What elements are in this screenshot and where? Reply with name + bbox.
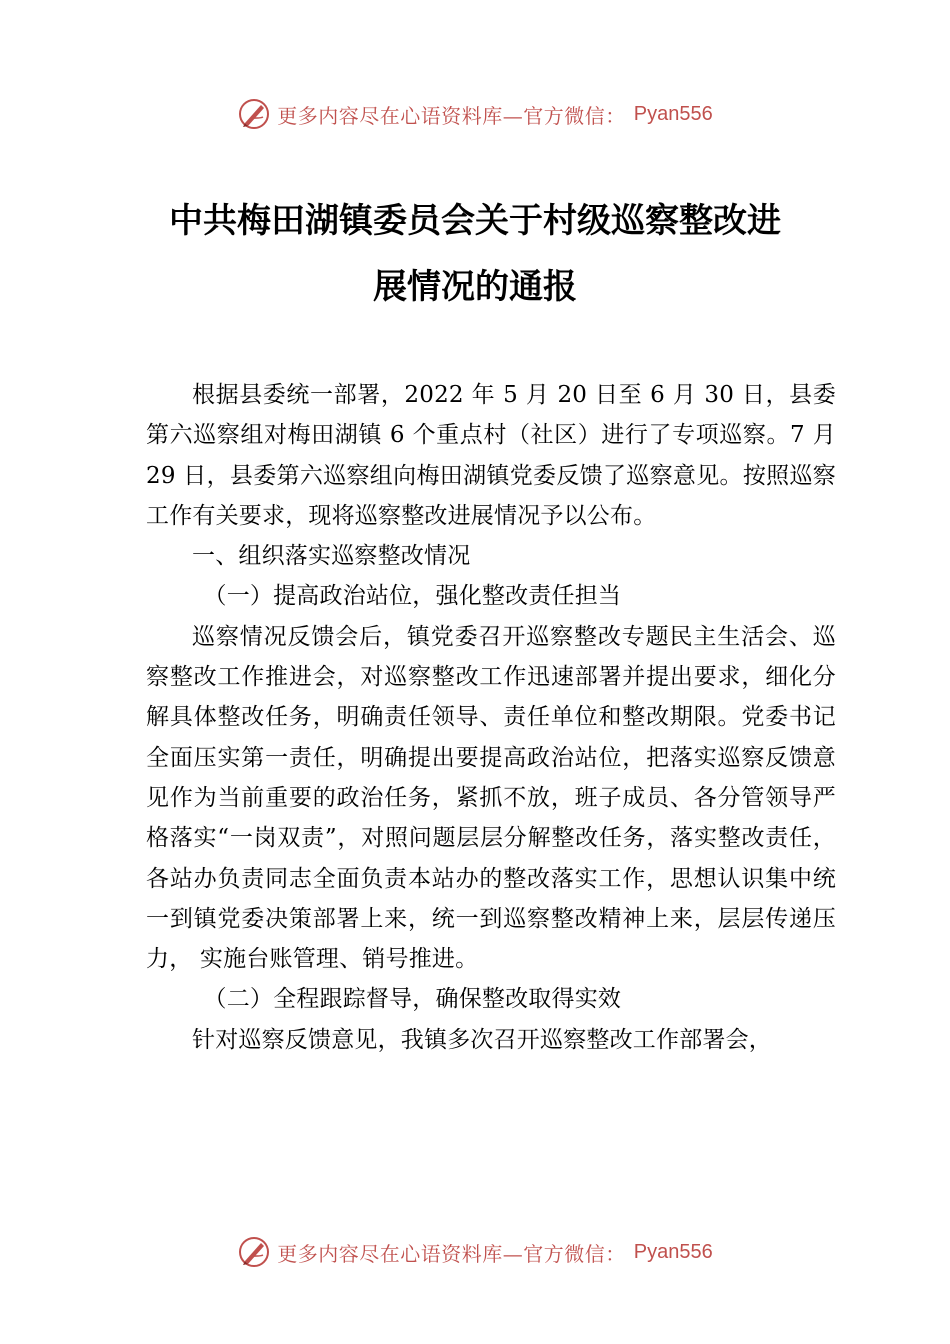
pen-logo-icon — [237, 1235, 271, 1269]
watermark-text: 更多内容尽在心语资料库—官方微信： — [277, 1241, 626, 1266]
watermark-header — [0, 94, 950, 134]
subsection-heading-2: （二）全程跟踪督导，确保整改取得实效 — [203, 986, 622, 1013]
watermark-wechat-id: Pyan556 — [633, 1240, 713, 1263]
document-body — [146, 375, 836, 1060]
intro-paragraph: 根据县委统一部署，2022 年 5 月 20 日至 6 月 30 日，县委第六巡察组对梅田湖镇 6 个重点村（社区）进行了专项巡察。7 月 29 日，县委第六巡察组向梅田湖镇党委反馈了巡察意见。按照巡察工作有关要求，现将巡察整改进展情况予以公布。 — [146, 382, 836, 529]
watermark-footer — [0, 1232, 950, 1272]
title-line-1: 中共梅田湖镇委员会关于村级巡察整改进 — [169, 201, 781, 241]
pen-logo-icon — [237, 97, 271, 131]
watermark-wechat-id: Pyan556 — [633, 102, 713, 125]
document-title — [130, 188, 820, 320]
section-heading-1: 一、组织落实巡察整改情况 — [192, 543, 471, 570]
body-paragraph-2: 针对巡察反馈意见，我镇多次召开巡察整改工作部署会， — [192, 1026, 772, 1053]
body-paragraph-1: 巡察情况反馈会后，镇党委召开巡察整改专题民主生活会、巡察整改工作推进会，对巡察整改工作迅速部署并提出要求，细化分解具体整改任务，明确责任领导、责任单位和整改期限。党委书记全面压实第一责任，明确提出要提高政治站位，把落实巡察反馈意见作为当前重要的政治任务，紧抓不放，班子成员、各分管领导严格落实“一岗双责”，对照问题层层分解整改任务，落实整改责任，各站办负责同志全面负责本站办的整改落实工作，思想认识集中统一到镇党委决策部署上来，统一到巡察整改精神上来，层层传递压力， 实施台账管理、销号推进。 — [146, 623, 836, 973]
subsection-heading-1: （一）提高政治站位，强化整改责任担当 — [203, 583, 622, 610]
title-line-2: 展情况的通报 — [373, 267, 577, 307]
watermark-text: 更多内容尽在心语资料库—官方微信： — [277, 103, 626, 128]
